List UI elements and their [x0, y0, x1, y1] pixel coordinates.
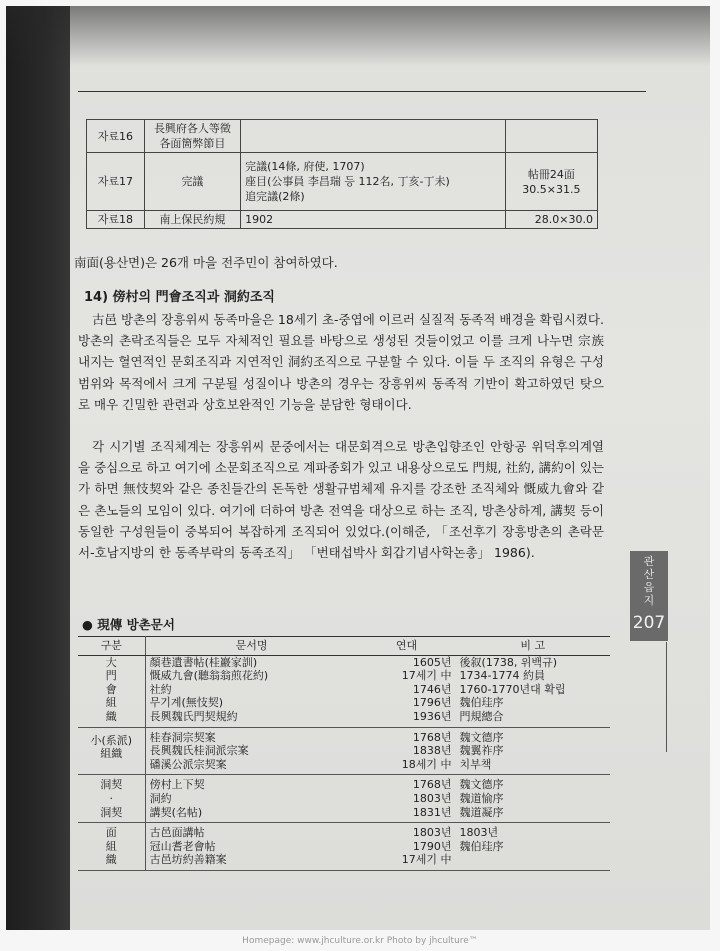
row-title: 完議: [144, 153, 240, 211]
year: 17세기 中: [401, 853, 452, 867]
category-line: 洞契: [100, 805, 123, 819]
note-cell: [456, 775, 610, 823]
row-remark: 28.0×30.0: [505, 211, 597, 229]
year: 1831년: [412, 805, 452, 819]
category-line: 織: [105, 853, 117, 867]
column-header: 비 고: [456, 637, 610, 656]
paragraph: 古邑 방촌의 장흥위씨 동족마을은 18세기 초-중엽에 이르러 실질적 동족적 배경을 확립시켰다. 방촌의 촌락조직들은 모두 자체적인 필요를 바탕으로 생성된 것들이었고 이를 크게 나누면 宗族 내지는 혈연적인 문회조직과 지연적인 洞約조직으로 구분할 수 있다. 이들 두 조직의 유형은 구성범위와 목적에서 크게 구분될 성질이나 방촌의 경우는 장흥위씨 동족적 기반이 확고하였던 탓으로 매우 긴밀한 관련과 상호보완적인 기능을 분담한 형태이다.: [78, 312, 604, 412]
side-tab-label: [630, 555, 668, 607]
category-line: 門: [105, 669, 117, 683]
note: 魏文德序: [459, 730, 504, 744]
note-cell: [456, 655, 610, 727]
note: 魏道愉序: [459, 791, 504, 805]
column-header: 연대: [358, 637, 456, 656]
year: 1605년: [412, 655, 452, 669]
row-id: 자료17: [87, 153, 145, 211]
note: 魏伯珪序: [459, 696, 504, 710]
top-table: [86, 119, 598, 229]
year: 1803년: [412, 826, 452, 840]
remark-line: 帖冊24面: [527, 167, 575, 181]
document-table: [78, 636, 610, 871]
book-photo: [6, 6, 710, 930]
year-cell: [358, 655, 456, 727]
category-cell: [78, 823, 145, 871]
list-title: ● 現傳 방촌문서: [82, 617, 175, 632]
doc-name: 冠山耆老會帖: [149, 839, 216, 853]
side-tab: [630, 551, 668, 641]
table-row: [78, 655, 610, 727]
year: 1768년: [412, 778, 452, 792]
note: 치부책: [459, 757, 492, 771]
note: 魏翼祚序: [459, 744, 504, 758]
note: 1760-1770년대 확립: [459, 682, 566, 696]
year: 1803년: [412, 791, 452, 805]
content-line: 追完議(2條): [245, 190, 305, 203]
category-line: 組: [105, 839, 117, 853]
doc-name: 長興魏氏桂洞派宗案: [149, 744, 249, 758]
table-row: [87, 153, 598, 211]
header-rule: [78, 91, 646, 92]
doc-name-cell: [145, 775, 357, 823]
note: 魏文德序: [459, 778, 504, 792]
side-rule: [666, 642, 667, 752]
doc-name: 桂春洞宗契案: [149, 730, 216, 744]
category-line: 洞契: [100, 778, 123, 792]
page-number: 207: [632, 613, 666, 633]
remark-line: 30.5×31.5: [522, 182, 581, 196]
side-tab-char: 관: [643, 555, 655, 568]
table-note: 南面(용산면)은 26개 마을 전주민이 참여하였다.: [74, 255, 338, 270]
doc-name: 磻溪公派宗契案: [149, 757, 227, 771]
row-title: 南上保民約規: [144, 211, 240, 229]
year: 1936년: [412, 709, 452, 723]
content-line: 完議(14條, 府使, 1707): [245, 160, 365, 173]
year: 18세기 中: [401, 757, 452, 771]
row-content: [241, 153, 506, 211]
category-line: 會: [105, 682, 117, 696]
side-tab-char: 지: [643, 594, 655, 607]
category-line: 織: [105, 709, 117, 723]
doc-name-cell: [145, 727, 357, 775]
content-line: 座目(公事員 李昌瑞 등 112名, 丁亥-丁未): [245, 175, 450, 188]
doc-name-cell: [145, 823, 357, 871]
year-cell: [358, 727, 456, 775]
category-line: 組織: [100, 747, 123, 761]
row-title: 長興府各人等徵各面箇弊節目: [144, 120, 240, 153]
category-cell: [78, 727, 145, 775]
table-row: [78, 727, 610, 775]
row-content: 1902: [241, 211, 506, 229]
year: 1790년: [412, 839, 452, 853]
doc-name: 長興魏氏門契規約: [149, 709, 238, 723]
note-cell: [456, 823, 610, 871]
footer-credit: Homepage: www.jhculture.or.kr Photo by jhculture™: [242, 936, 478, 946]
year-cell: [358, 775, 456, 823]
doc-name: 무기계(無忮契): [149, 696, 224, 710]
doc-name: 古邑坊約善籍案: [149, 853, 227, 867]
category-cell: [78, 775, 145, 823]
table-row: [78, 775, 610, 823]
doc-name: 洞約: [149, 791, 172, 805]
category-line: 大: [105, 655, 117, 669]
category-line: 小(系派): [90, 733, 133, 747]
doc-name-cell: [145, 655, 357, 727]
side-tab-char: 산: [643, 568, 655, 581]
doc-name: 顏巷遺書帖(桂巖家訓): [149, 655, 258, 669]
note: 後叙(1738, 위백규): [459, 655, 557, 669]
year-cell: [358, 823, 456, 871]
note: 魏伯珪序: [459, 839, 504, 853]
table-row: [78, 823, 610, 871]
year: 17세기 中: [401, 669, 452, 683]
note: 1734-1774 約員: [459, 669, 545, 683]
row-remark: [505, 120, 597, 153]
side-tab-char: 읍: [643, 581, 655, 594]
row-content: [241, 120, 506, 153]
top-shadow: [6, 6, 710, 66]
section-heading: 14) 傍村의 門會조직과 洞約조직: [84, 290, 275, 305]
year: 1768년: [412, 730, 452, 744]
column-header: 문서명: [145, 637, 357, 656]
table-row: [87, 120, 598, 153]
doc-name: 講契(名帖): [149, 805, 203, 819]
row-id: 자료16: [87, 120, 145, 153]
row-id: 자료18: [87, 211, 145, 229]
doc-name: 慨威九會(聽翁翁煎花約): [149, 669, 269, 683]
note-cell: [456, 727, 610, 775]
note: 魏道凝序: [459, 805, 504, 819]
category-cell: [78, 655, 145, 727]
table-header-row: [78, 637, 610, 656]
year: 1838년: [412, 744, 452, 758]
category-line: 面: [105, 826, 117, 840]
table-row: [87, 211, 598, 229]
doc-name: 社約: [149, 682, 172, 696]
category-line: ·: [109, 791, 114, 805]
note: 1803년: [459, 826, 499, 840]
doc-name: 傍村上下契: [149, 778, 205, 792]
row-remark: [505, 153, 597, 211]
column-header: 구분: [78, 637, 145, 656]
category-line: 組: [105, 696, 117, 710]
note: 門規總合: [459, 709, 504, 723]
paragraph: 각 시기별 조직체계는 장흥위씨 문중에서는 대문회격으로 방촌입향조인 안항공 위덕후의계열을 중심으로 하고 여기에 소문회조직으로 계파종회가 있고 내용상으로도 門規, 社約, 講約이 있는가 하면 無忮契와 같은 종친들간의 돈독한 생활규범체제 유지를 강조한 조직체와 慨威九會와 같은 촌노들의 모임이 있다. 여기에 더하여 방촌 전역을 대상으로 하는 조직, 방촌상하계, 講契 등이 동일한 구성원들이 중복되어 복잡하게 조직되어 있었다.(이해준, 「조선후기 장흥방촌의 촌락문서-호남지방의 한 동족부락의 동족조직」 「번태섭박사 회갑기념사학논총」 1986).: [78, 439, 604, 561]
doc-name: 古邑面講帖: [149, 826, 205, 840]
year: 1796년: [412, 696, 452, 710]
year: 1746년: [412, 682, 452, 696]
